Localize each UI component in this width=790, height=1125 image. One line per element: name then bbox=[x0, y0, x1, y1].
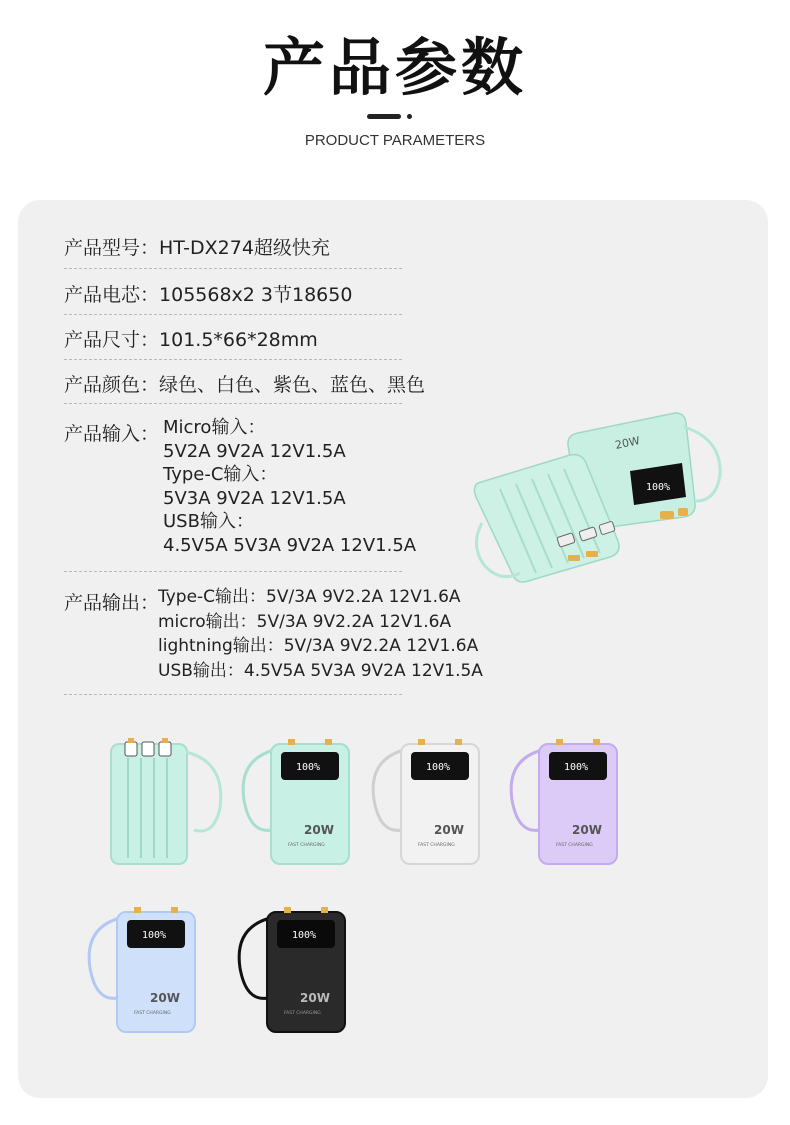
product-variant-green-cables bbox=[108, 738, 228, 868]
svg-text:FAST CHARGING: FAST CHARGING bbox=[288, 843, 325, 848]
param-color-label: 产品颜色： bbox=[64, 374, 160, 396]
param-cell bbox=[64, 280, 352, 307]
svg-text:100%: 100% bbox=[426, 762, 451, 773]
param-input-values bbox=[163, 416, 416, 557]
divider bbox=[64, 314, 402, 315]
svg-text:100%: 100% bbox=[296, 762, 321, 773]
svg-text:FAST CHARGING: FAST CHARGING bbox=[418, 843, 455, 848]
svg-text:100%: 100% bbox=[292, 930, 317, 941]
product-hero-image bbox=[470, 405, 740, 590]
svg-text:100%: 100% bbox=[564, 762, 589, 773]
input-line: 4.5V5A 5V3A 9V2A 12V1.5A bbox=[163, 534, 417, 556]
input-line: USB输入： bbox=[163, 511, 254, 532]
svg-text:100%: 100% bbox=[142, 930, 167, 941]
input-line: 5V3A 9V2A 12V1.5A bbox=[163, 487, 346, 509]
svg-text:20W: 20W bbox=[434, 823, 464, 837]
product-variant-white bbox=[368, 738, 488, 868]
param-model bbox=[64, 233, 330, 260]
divider bbox=[64, 403, 402, 404]
param-color bbox=[64, 370, 425, 397]
param-cell-label: 产品电芯： bbox=[64, 284, 160, 306]
input-line: Type-C输入： bbox=[163, 464, 278, 485]
divider bbox=[64, 268, 402, 269]
svg-text:20W: 20W bbox=[613, 434, 641, 452]
param-output-label: 产品输出： bbox=[64, 592, 160, 614]
param-model-label: 产品型号： bbox=[64, 237, 160, 259]
svg-text:20W: 20W bbox=[150, 991, 180, 1005]
param-color-value: 绿色、白色、紫色、蓝色、黑色 bbox=[159, 374, 426, 396]
product-variant-purple bbox=[506, 738, 626, 868]
param-input-label: 产品输入： bbox=[64, 423, 160, 445]
svg-text:20W: 20W bbox=[304, 823, 334, 837]
page-subtitle: PRODUCT PARAMETERS bbox=[304, 132, 486, 149]
divider bbox=[64, 694, 402, 695]
svg-text:100%: 100% bbox=[646, 482, 671, 493]
output-line: lightning输出：5V/3A 9V2.2A 12V1.6A bbox=[158, 636, 479, 656]
divider bbox=[64, 571, 402, 572]
param-cell-value: 105568x2 3节18650 bbox=[159, 284, 353, 306]
svg-text:FAST CHARGING: FAST CHARGING bbox=[556, 843, 593, 848]
param-size-label: 产品尺寸： bbox=[64, 329, 160, 351]
product-variant-green bbox=[238, 738, 358, 868]
svg-text:20W: 20W bbox=[300, 991, 330, 1005]
output-line: micro输出：5V/3A 9V2.2A 12V1.6A bbox=[158, 611, 452, 632]
output-line: USB输出：4.5V5A 5V3A 9V2A 12V1.5A bbox=[158, 660, 483, 681]
product-variant-black bbox=[234, 906, 354, 1036]
page-title: 产品参数 bbox=[262, 31, 527, 104]
divider bbox=[64, 359, 402, 360]
svg-text:20W: 20W bbox=[572, 823, 602, 837]
param-size bbox=[64, 325, 318, 352]
input-line: 5V2A 9V2A 12V1.5A bbox=[163, 440, 346, 462]
param-model-value: HT-DX274超级快充 bbox=[159, 237, 330, 259]
product-variant-blue bbox=[84, 906, 204, 1036]
param-output-values bbox=[158, 585, 483, 683]
param-size-value: 101.5*66*28mm bbox=[159, 329, 318, 351]
svg-text:FAST CHARGING: FAST CHARGING bbox=[134, 1011, 171, 1016]
output-line: Type-C输出：5V/3A 9V2.2A 12V1.6A bbox=[158, 587, 461, 607]
input-line: Micro输入： bbox=[163, 417, 266, 438]
svg-text:FAST CHARGING: FAST CHARGING bbox=[284, 1011, 321, 1016]
